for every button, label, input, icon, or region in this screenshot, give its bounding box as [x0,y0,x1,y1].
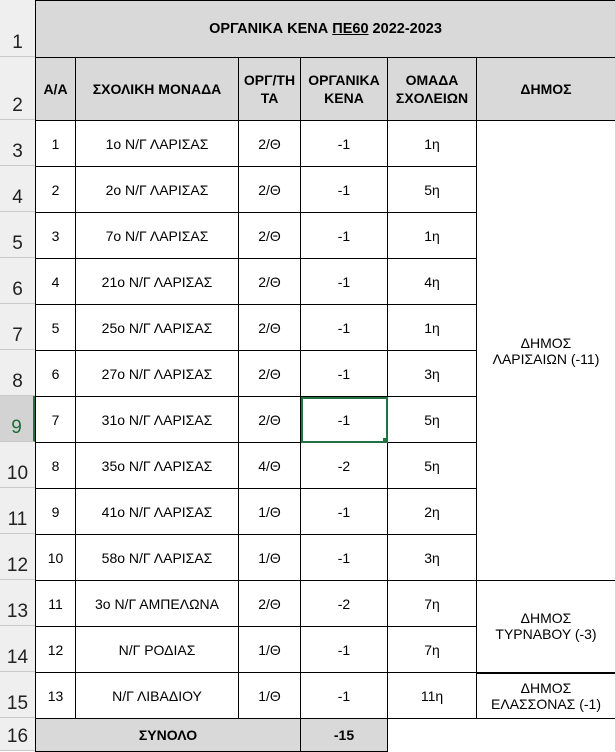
cell-vacancies[interactable]: -1 [301,121,388,167]
selected-cell-value: -1 [337,411,351,428]
row-header[interactable]: 2 [0,57,35,120]
cell-school[interactable]: 27ο Ν/Γ ΛΑΡΙΣΑΣ [76,351,239,397]
cell-group[interactable]: 5η [388,397,477,443]
cell-aa[interactable]: 6 [36,351,76,397]
cell-group[interactable]: 1η [388,213,477,259]
row-header[interactable]: 11 [0,488,35,534]
cell-organization[interactable]: 1/Θ [239,627,301,673]
cell-vacancies[interactable]: -1 [301,627,388,673]
total-value[interactable]: -15 [301,719,388,752]
row-header[interactable]: 8 [0,350,35,396]
cell-group[interactable]: 4η [388,259,477,305]
cell-group[interactable]: 11η [388,673,477,719]
cell-aa[interactable]: 13 [36,673,76,719]
cell-aa[interactable]: 5 [36,305,76,351]
cell-municipality-tyrnavos[interactable]: ΔΗΜΟΣ ΤΥΡΝΑΒΟΥ (-3) [477,581,616,673]
cell-organization[interactable]: 1/Θ [239,489,301,535]
empty-cell[interactable] [388,719,477,752]
cell-organization[interactable]: 2/Θ [239,213,301,259]
cell-aa[interactable]: 8 [36,443,76,489]
row-header[interactable]: 13 [0,580,35,626]
vacancy-table [35,0,616,752]
row-header[interactable]: 16 [0,718,35,751]
cell-organization[interactable]: 2/Θ [239,167,301,213]
cell-organization[interactable]: 2/Θ [239,351,301,397]
cell-aa[interactable]: 10 [36,535,76,581]
cell-organization[interactable]: 2/Θ [239,121,301,167]
cell-vacancies[interactable]: -1 [301,673,388,719]
table-row [36,581,616,627]
cell-vacancies[interactable]: -1 [301,305,388,351]
row-header[interactable]: 14 [0,626,35,672]
table-row [36,121,616,167]
total-label[interactable]: ΣΥΝΟΛΟ [36,719,301,752]
cell-aa[interactable]: 3 [36,213,76,259]
cell-vacancies[interactable]: -1 [301,351,388,397]
cell-vacancies[interactable]: -2 [301,443,388,489]
total-row [36,719,616,752]
cell-school[interactable]: 2ο Ν/Γ ΛΑΡΙΣΑΣ [76,167,239,213]
cell-school[interactable]: 21ο Ν/Γ ΛΑΡΙΣΑΣ [76,259,239,305]
cell-school[interactable]: 1ο Ν/Γ ΛΑΡΙΣΑΣ [76,121,239,167]
cell-group[interactable]: 5η [388,443,477,489]
cell-group[interactable]: 1η [388,121,477,167]
cell-school[interactable]: 7ο Ν/Γ ΛΑΡΙΣΑΣ [76,213,239,259]
cell-group[interactable]: 2η [388,489,477,535]
row-header[interactable]: 3 [0,120,35,166]
header-row [36,58,616,121]
cell-organization[interactable]: 4/Θ [239,443,301,489]
row-header[interactable]: 7 [0,304,35,350]
header-vacancies[interactable]: ΟΡΓΑΝΙΚΑ ΚΕΝΑ [301,58,388,121]
cell-school[interactable]: 58ο Ν/Γ ΛΑΡΙΣΑΣ [76,535,239,581]
cell-vacancies[interactable]: -2 [301,581,388,627]
cell-group[interactable]: 7η [388,627,477,673]
cell-vacancies[interactable]: -1 [301,489,388,535]
cell-group[interactable]: 3η [388,351,477,397]
cell-group[interactable]: 7η [388,581,477,627]
cell-aa[interactable]: 9 [36,489,76,535]
cell-vacancies[interactable]: -1 [301,167,388,213]
cell-organization[interactable]: 1/Θ [239,535,301,581]
cell-group[interactable]: 3η [388,535,477,581]
cell-aa[interactable]: 4 [36,259,76,305]
cell-aa[interactable]: 2 [36,167,76,213]
header-aa[interactable]: Α/Α [36,58,76,121]
cell-group[interactable]: 1η [388,305,477,351]
cell-school[interactable]: 25ο Ν/Γ ΛΑΡΙΣΑΣ [76,305,239,351]
cell-vacancies[interactable]: -1 [301,535,388,581]
row-header[interactable]: 1 [0,0,35,57]
cell-organization[interactable]: 2/Θ [239,397,301,443]
cell-school[interactable]: Ν/Γ ΡΟΔΙΑΣ [76,627,239,673]
cell-municipality-larisa[interactable]: ΔΗΜΟΣ ΛΑΡΙΣΑΙΩΝ (-11) [477,121,616,581]
cell-school[interactable]: Ν/Γ ΛΙΒΑΔΙΟΥ [76,673,239,719]
table-title[interactable]: ΟΡΓΑΝΙΚΑ ΚΕΝΑ ΠΕ60 2022-2023 [36,1,616,58]
cell-school[interactable]: 41ο Ν/Γ ΛΑΡΙΣΑΣ [76,489,239,535]
cell-aa[interactable]: 12 [36,627,76,673]
cell-organization[interactable]: 2/Θ [239,305,301,351]
table-row [36,673,616,719]
header-organization[interactable]: ΟΡΓ/ΤΗ ΤΑ [239,58,301,121]
cell-organization[interactable]: 2/Θ [239,259,301,305]
row-headers [0,0,36,751]
row-header[interactable]: 15 [0,672,35,718]
cell-school[interactable]: 31ο Ν/Γ ΛΑΡΙΣΑΣ [76,397,239,443]
cell-aa[interactable]: 1 [36,121,76,167]
row-header[interactable]: 12 [0,534,35,580]
header-municipality[interactable]: ΔΗΜΟΣ [477,58,616,121]
cell-vacancies[interactable]: -1 [301,213,388,259]
cell-aa[interactable]: 11 [36,581,76,627]
row-header[interactable]: 10 [0,442,35,488]
cell-school[interactable]: 35ο Ν/Γ ΛΑΡΙΣΑΣ [76,443,239,489]
cell-vacancies-selected[interactable] [301,397,388,443]
cell-organization[interactable]: 2/Θ [239,581,301,627]
row-header[interactable]: 4 [0,166,35,212]
header-school[interactable]: ΣΧΟΛΙΚΗ ΜΟΝΑΔΑ [76,58,239,121]
title-row [36,1,616,58]
cell-group[interactable]: 5η [388,167,477,213]
row-header[interactable]: 5 [0,212,35,258]
empty-cell[interactable] [477,719,616,752]
cell-vacancies[interactable]: -1 [301,259,388,305]
row-header[interactable]: 6 [0,258,35,304]
cell-aa[interactable]: 7 [36,397,76,443]
cell-school[interactable]: 3ο Ν/Γ ΑΜΠΕΛΩΝΑ [76,581,239,627]
header-school-group[interactable]: ΟΜΑΔΑ ΣΧΟΛΕΙΩΝ [388,58,477,121]
fill-handle[interactable] [383,438,388,443]
cell-municipality-elassona[interactable]: ΔΗΜΟΣ ΕΛΑΣΣΟΝΑΣ (-1) [477,673,616,719]
cell-organization[interactable]: 1/Θ [239,673,301,719]
row-header-selected[interactable]: 9 [0,396,35,442]
